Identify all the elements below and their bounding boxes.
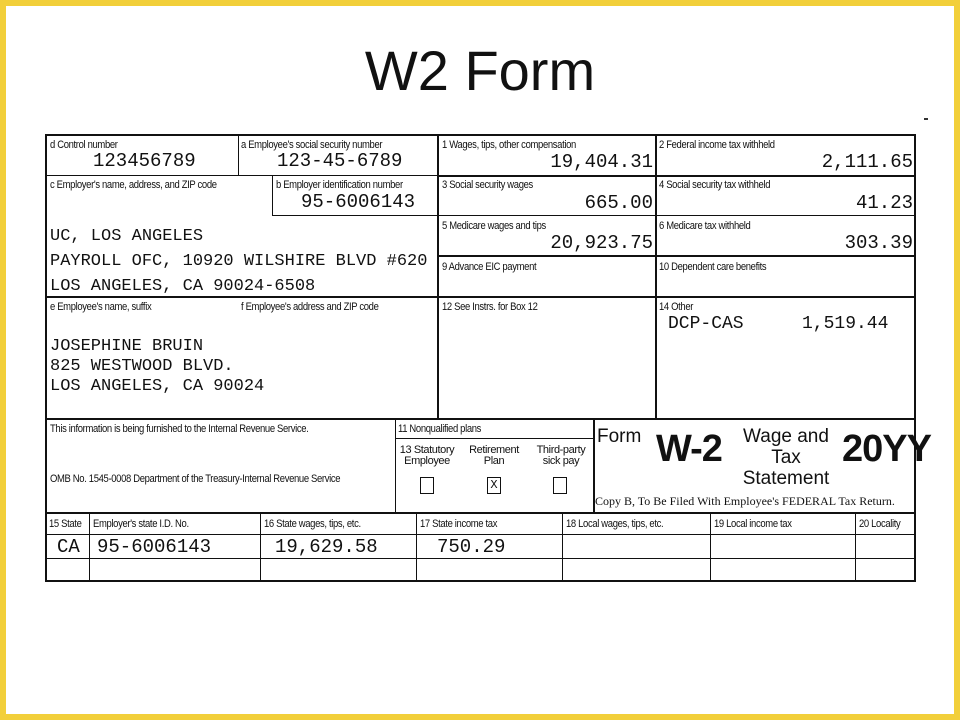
third-party-sick-pay-checkbox[interactable] bbox=[553, 477, 567, 494]
employer-name: UC, LOS ANGELES bbox=[50, 227, 204, 246]
box-12-label: 12 See Instrs. for Box 12 bbox=[442, 301, 538, 313]
form-name: W-2 bbox=[656, 428, 722, 470]
federal-tax-value: 2,111.65 bbox=[821, 151, 913, 173]
grid-line bbox=[238, 136, 239, 175]
box-4-label: 4 Social security tax withheld bbox=[659, 179, 771, 191]
form-description-line-2: Statement bbox=[742, 468, 830, 489]
grid-line bbox=[562, 512, 563, 582]
grid-line bbox=[437, 175, 916, 177]
box-c-label: c Employer's name, address, and ZIP code bbox=[50, 179, 217, 191]
grid-line bbox=[437, 136, 439, 418]
employee-city: LOS ANGELES, CA 90024 bbox=[50, 377, 265, 396]
employee-name: JOSEPHINE BRUIN bbox=[50, 337, 204, 356]
third-party-sick-pay-label: Third-party sick pay bbox=[536, 444, 586, 467]
form-description bbox=[733, 426, 839, 489]
irs-notice: This information is being furnished to the Internal Revenue Service. bbox=[50, 423, 309, 435]
statutory-employee-checkbox[interactable] bbox=[420, 477, 434, 494]
box-1-label: 1 Wages, tips, other compensation bbox=[442, 139, 576, 151]
grid-line bbox=[47, 534, 916, 535]
ss-wages-value: 665.00 bbox=[584, 192, 653, 214]
employee-ssn: 123-45-6789 bbox=[277, 150, 403, 172]
employer-city: LOS ANGELES, CA 90024-6508 bbox=[50, 277, 316, 296]
grid-line bbox=[260, 512, 261, 582]
statutory-employee-label: 13 Statutory Employee bbox=[399, 444, 455, 467]
grid-line bbox=[437, 255, 916, 257]
grid-line bbox=[710, 512, 711, 582]
grid-line bbox=[395, 438, 593, 439]
box-b-label: b Employer identification number bbox=[276, 179, 403, 191]
box-14-code: DCP-CAS bbox=[668, 314, 744, 334]
box-16-label: 16 State wages, tips, etc. bbox=[264, 518, 361, 530]
grid-line bbox=[272, 175, 273, 215]
state-wages: 19,629.58 bbox=[275, 536, 378, 558]
grid-line bbox=[47, 418, 916, 420]
medicare-wages-value: 20,923.75 bbox=[550, 232, 653, 254]
grid-line bbox=[272, 215, 437, 216]
grid-line bbox=[437, 215, 916, 216]
retirement-plan-checkbox[interactable]: X bbox=[487, 477, 501, 494]
box-f-label: f Employee's address and ZIP code bbox=[241, 301, 379, 313]
state-income-tax: 750.29 bbox=[437, 536, 506, 558]
employer-state-id-label: Employer's state I.D. No. bbox=[93, 518, 189, 530]
box-19-label: 19 Local income tax bbox=[714, 518, 792, 530]
medicare-tax-value: 303.39 bbox=[844, 232, 913, 254]
box-5-label: 5 Medicare wages and tips bbox=[442, 220, 546, 232]
grid-line bbox=[855, 512, 856, 582]
box-3-label: 3 Social security wages bbox=[442, 179, 533, 191]
form-year: 20YY bbox=[842, 428, 931, 470]
grid-line bbox=[47, 175, 437, 176]
grid-line bbox=[89, 512, 90, 582]
stray-mark bbox=[924, 118, 928, 120]
box-18-label: 18 Local wages, tips, etc. bbox=[566, 518, 664, 530]
page-title: W2 Form bbox=[364, 39, 596, 102]
box-d-label: d Control number bbox=[50, 139, 118, 151]
box-11-label: 11 Nonqualified plans bbox=[398, 423, 482, 435]
employer-state-id: 95-6006143 bbox=[97, 536, 212, 558]
ss-tax-value: 41.23 bbox=[855, 192, 913, 214]
retirement-plan-label: Retirement Plan bbox=[469, 444, 519, 467]
wages-value: 19,404.31 bbox=[550, 151, 653, 173]
state-code: CA bbox=[57, 536, 80, 558]
grid-line bbox=[416, 512, 417, 582]
grid-line bbox=[395, 418, 396, 512]
form-description-line-1: Wage and Tax bbox=[743, 426, 829, 468]
box-10-label: 10 Dependent care benefits bbox=[659, 261, 767, 273]
box-6-label: 6 Medicare tax withheld bbox=[659, 220, 751, 232]
employer-address: PAYROLL OFC, 10920 WILSHIRE BLVD #620 bbox=[50, 252, 428, 271]
copy-b-note: Copy B, To Be Filed With Employee's FEDERAL Tax Return. bbox=[595, 494, 895, 508]
w2-form bbox=[45, 134, 931, 582]
grid-line bbox=[47, 558, 916, 559]
grid-line bbox=[47, 512, 916, 514]
box-9-label: 9 Advance EIC payment bbox=[442, 261, 537, 273]
box-a-label: a Employee's social security number bbox=[241, 139, 383, 151]
box-17-label: 17 State income tax bbox=[420, 518, 498, 530]
omb-notice: OMB No. 1545-0008 Department of the Treasury-Internal Revenue Service bbox=[50, 473, 341, 485]
box-20-label: 20 Locality bbox=[859, 518, 901, 530]
grid-line bbox=[655, 136, 657, 418]
control-number: 123456789 bbox=[93, 150, 196, 172]
employee-street: 825 WESTWOOD BLVD. bbox=[50, 357, 234, 376]
box-15-label: 15 State bbox=[49, 518, 82, 530]
form-word: Form bbox=[597, 426, 642, 447]
employer-ein: 95-6006143 bbox=[301, 191, 416, 213]
box-2-label: 2 Federal income tax withheld bbox=[659, 139, 775, 151]
box-14-amount: 1,519.44 bbox=[802, 314, 889, 334]
box-14-label: 14 Other bbox=[659, 301, 694, 313]
box-e-label: e Employee's name, suffix bbox=[50, 301, 152, 313]
